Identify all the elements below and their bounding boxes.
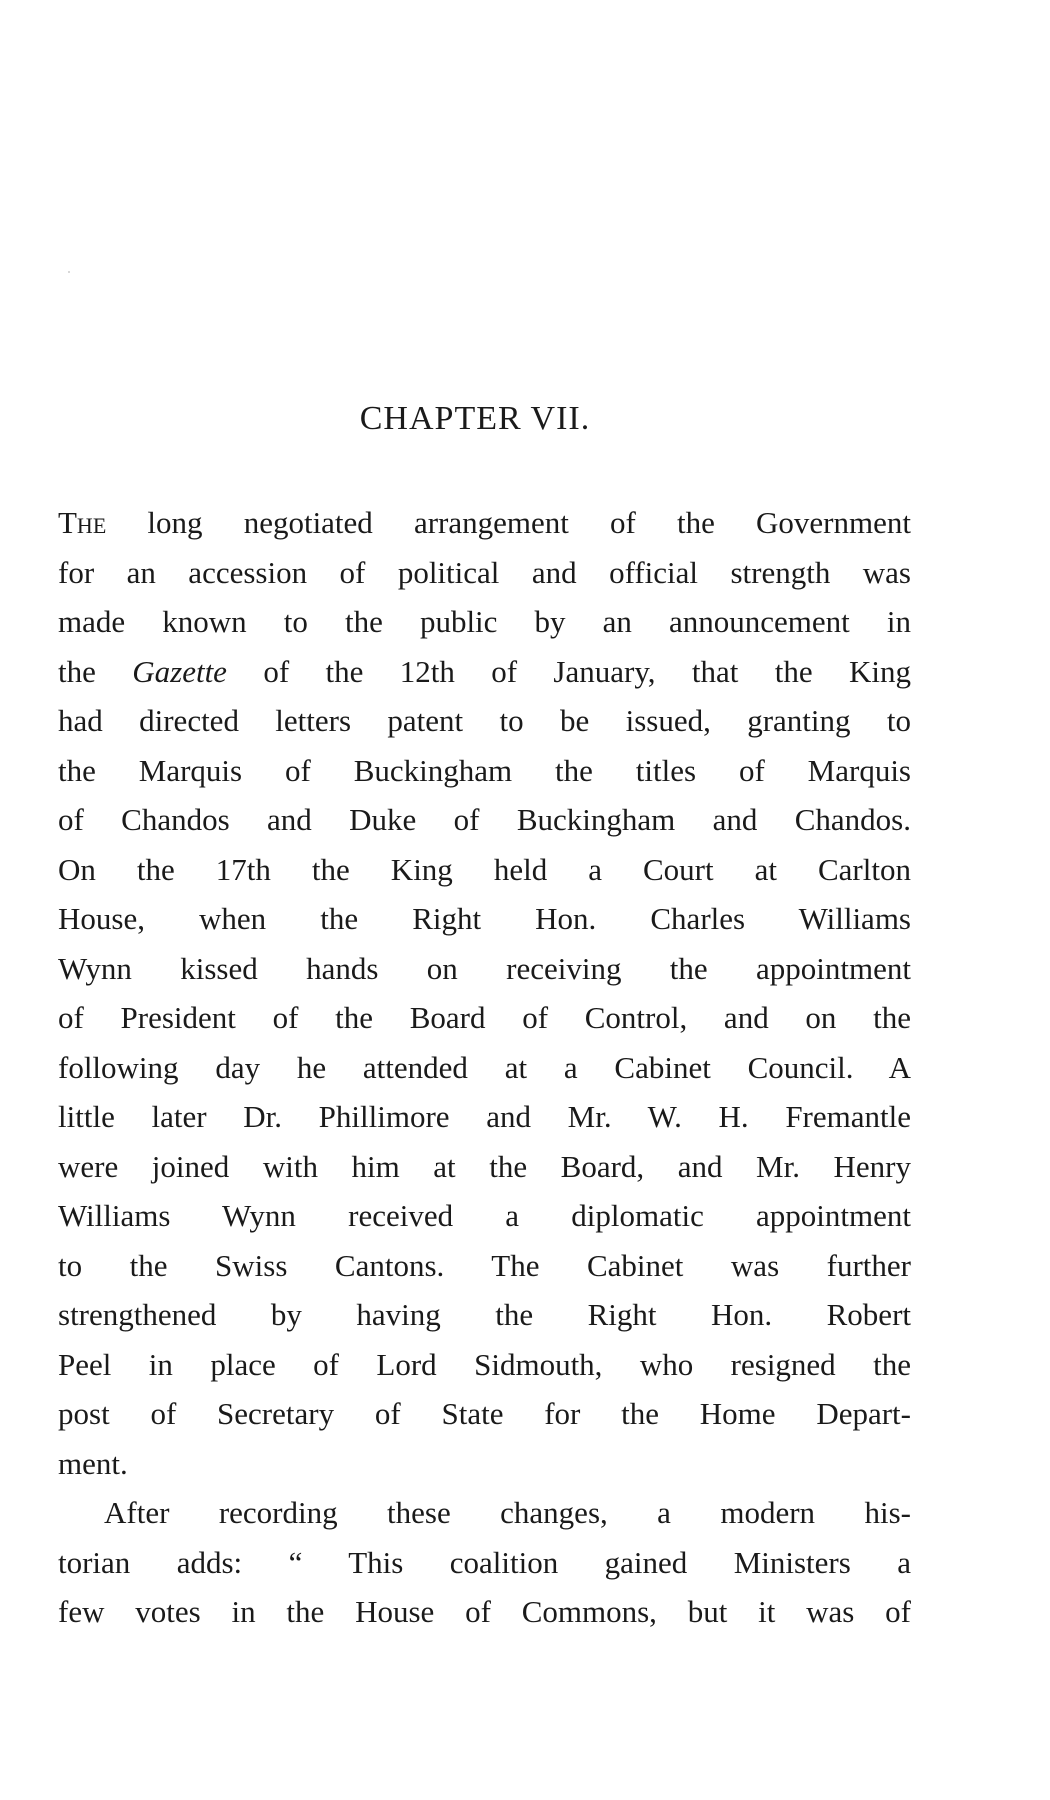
text-run: of Chandos and Duke of Buckingham and Chandos. <box>58 802 911 837</box>
text-line <box>58 1538 911 1588</box>
text-line <box>58 1587 911 1637</box>
text-line <box>58 1290 911 1340</box>
text-line <box>58 944 911 994</box>
text-run: the <box>58 653 133 689</box>
text-run: Wynn kissed hands on receiving the appointment <box>58 950 911 986</box>
text-run: had directed letters patent to be issued, granting to <box>58 703 911 738</box>
text-line <box>58 696 911 746</box>
paragraph <box>58 498 911 1488</box>
text-run: Williams Wynn received a diplomatic appointment <box>58 1198 911 1233</box>
text-line <box>58 894 911 944</box>
text-line <box>58 548 911 598</box>
text-run: for an accession of political and official strength was <box>58 554 911 590</box>
text-run: of President of the Board of Control, and on the <box>58 1000 911 1035</box>
text-run: little later Dr. Phillimore and Mr. W. H. Fremantle <box>58 1099 911 1134</box>
text-line <box>58 795 911 845</box>
text-run: of the 12th of January, that the King <box>226 653 912 689</box>
text-line <box>58 1439 911 1489</box>
text-run: few votes in the House of Commons, but it was of <box>58 1594 911 1629</box>
text-line <box>58 1092 911 1142</box>
text-run: post of Secretary of State for the Home Depart- <box>58 1396 911 1431</box>
text-run: long negotiated arrangement of the Government <box>106 505 911 540</box>
text-line <box>58 1142 911 1192</box>
body-text <box>58 498 911 1637</box>
text-run: After recording these changes, a modern his- <box>104 1495 911 1530</box>
text-run: House, when the Right Hon. Charles Williams <box>58 901 911 936</box>
chapter-title: CHAPTER VII. <box>359 400 591 437</box>
text-line <box>58 1488 911 1538</box>
text-run: to the Swiss Cantons. The Cabinet was further <box>58 1247 911 1283</box>
scan-speck <box>68 271 70 273</box>
text-line <box>58 746 911 796</box>
text-line <box>58 1191 911 1241</box>
paragraph <box>58 1488 911 1637</box>
text-run: torian adds: “ This coalition gained Ministers a <box>58 1544 911 1580</box>
text-line <box>58 1389 911 1439</box>
text-run: were joined with him at the Board, and Mr. Henry <box>58 1148 911 1184</box>
text-line <box>58 498 911 548</box>
text-line <box>58 1241 911 1291</box>
text-line <box>58 845 911 895</box>
text-run: Peel in place of Lord Sidmouth, who resigned the <box>58 1346 911 1382</box>
italic-text: Gazette <box>132 653 227 689</box>
text-run: On the 17th the King held a Court at Carlton <box>58 851 911 887</box>
text-run: following day he attended at a Cabinet Council. A <box>58 1049 911 1085</box>
text-line <box>58 1043 911 1093</box>
text-line <box>58 597 911 647</box>
text-run: ment. <box>58 1445 128 1481</box>
text-line <box>58 1340 911 1390</box>
text-line <box>58 993 911 1043</box>
smallcaps-text: The <box>58 505 107 540</box>
text-run: strengthened by having the Right Hon. Robert <box>58 1297 911 1332</box>
text-run: the Marquis of Buckingham the titles of Marquis <box>58 752 911 788</box>
text-line <box>58 647 911 697</box>
text-run: made known to the public by an announcement in <box>58 604 911 639</box>
